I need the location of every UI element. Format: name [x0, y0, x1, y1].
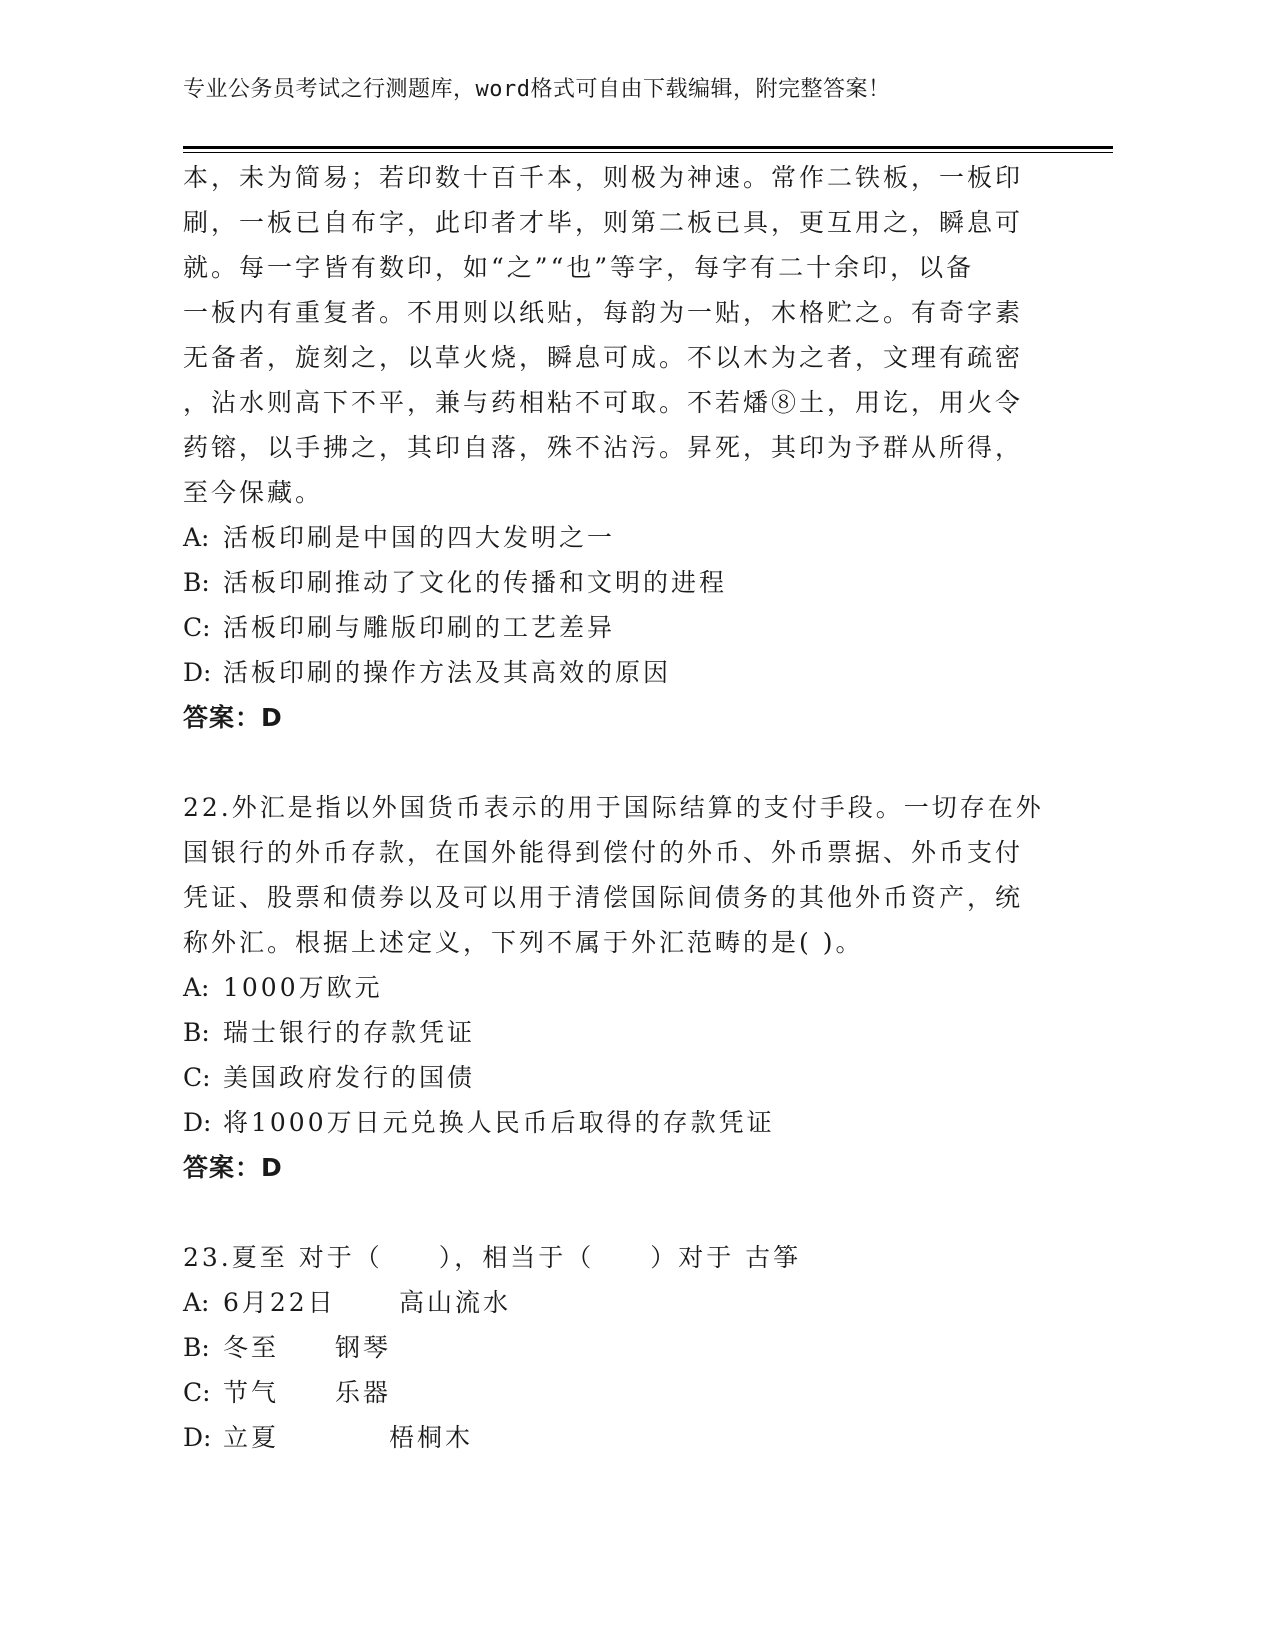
option-text: 活板印刷推动了文化的传播和文明的进程: [223, 568, 728, 597]
page-header: 专业公务员考试之行测题库，word格式可自由下载编辑，附完整答案！: [183, 77, 891, 102]
option-b: [183, 1325, 1083, 1370]
option-second-term: 高山流水: [399, 1288, 512, 1317]
option-letter: A:: [183, 973, 210, 1002]
option-text: 美国政府发行的国债: [223, 1063, 476, 1092]
option-letter: D:: [183, 1423, 212, 1452]
option-letter: D:: [183, 1108, 212, 1137]
spacer: [183, 740, 1083, 785]
passage-line: 就。每一字皆有数印，如“之”“也”等字，每字有二十余印，以备: [183, 253, 975, 282]
question-23: [183, 1235, 1083, 1460]
question-stem-line: 称外汇。根据上述定义，下列不属于外汇范畴的是( )。: [183, 928, 864, 957]
question-stem-line: 凭证、股票和债券以及可以用于清偿国际间债务的其他外币资产，统: [183, 883, 1024, 912]
question-stem-line: 国银行的外币存款，在国外能得到偿付的外币、外币票据、外币支付: [183, 838, 1024, 867]
option-c: [183, 605, 1083, 650]
option-a: [183, 965, 1083, 1010]
option-letter: D:: [183, 658, 212, 687]
header-rule-thick: [183, 146, 1113, 149]
passage-line: 本，未为简易；若印数十百千本，则极为神速。常作二铁板，一板印: [183, 163, 1024, 192]
option-second-term: 乐器: [335, 1378, 392, 1407]
question-stem-line: 22.外汇是指以外国货币表示的用于国际结算的支付手段。一切存在外: [183, 793, 1044, 822]
option-first-term: 6月22日: [223, 1288, 336, 1317]
question-stem-line: 23.夏至 对于（ ），相当于（ ）对于 古筝: [183, 1243, 802, 1272]
option-text: 瑞士银行的存款凭证: [223, 1018, 476, 1047]
option-c: [183, 1370, 1083, 1415]
option-a: [183, 1280, 1083, 1325]
option-second-term: 钢琴: [335, 1333, 392, 1362]
option-text: 活板印刷是中国的四大发明之一: [223, 523, 616, 552]
passage-line: 刷，一板已自布字，此印者才毕，则第二板已具，更互用之，瞬息可: [183, 208, 1024, 237]
passage-line: 药镕，以手拂之，其印自落，殊不沾污。昇死，其印为予群从所得，: [183, 433, 1024, 462]
option-text: 活板印刷与雕版印刷的工艺差异: [223, 613, 616, 642]
option-first-term: 冬至: [223, 1333, 280, 1362]
option-letter: B:: [183, 568, 210, 597]
option-text: 将1000万日元兑换人民币后取得的存款凭证: [223, 1108, 775, 1137]
option-second-term: 梧桐木: [389, 1423, 474, 1452]
option-text: 1000万欧元: [223, 973, 383, 1002]
header-rule-thin: [183, 152, 1113, 153]
option-letter: A:: [183, 1288, 210, 1317]
option-text: 活板印刷的操作方法及其高效的原因: [223, 658, 672, 687]
option-d: [183, 1415, 1083, 1460]
passage-line: 无备者，旋刻之，以草火烧，瞬息可成。不以木为之者，文理有疏密: [183, 343, 1024, 372]
spacer: [183, 1190, 1083, 1235]
passage-line: 至今保藏。: [183, 478, 324, 507]
q21-options: [183, 515, 1083, 695]
option-first-term: 立夏: [223, 1423, 280, 1452]
option-letter: C:: [183, 1063, 211, 1092]
passage-line: ，沾水则高下不平，兼与药相粘不可取。不若燔⑧土，用讫，用火令: [183, 388, 1024, 417]
option-letter: A:: [183, 523, 210, 552]
option-b: [183, 1010, 1083, 1055]
question-22: [183, 785, 1083, 1190]
passage-line: 一板内有重复者。不用则以纸贴，每韵为一贴，木格贮之。有奇字素: [183, 298, 1024, 327]
q21-answer: 答案：D: [183, 703, 283, 732]
option-c: [183, 1055, 1083, 1100]
option-a: [183, 515, 1083, 560]
option-letter: B:: [183, 1333, 210, 1362]
option-b: [183, 560, 1083, 605]
option-letter: B:: [183, 1018, 210, 1047]
option-first-term: 节气: [223, 1378, 280, 1407]
option-letter: C:: [183, 1378, 211, 1407]
document-body: [183, 155, 1083, 1460]
q22-answer: 答案：D: [183, 1153, 283, 1182]
option-d: [183, 650, 1083, 695]
passage-continuation: [183, 155, 1083, 515]
option-letter: C:: [183, 613, 211, 642]
option-d: [183, 1100, 1083, 1145]
